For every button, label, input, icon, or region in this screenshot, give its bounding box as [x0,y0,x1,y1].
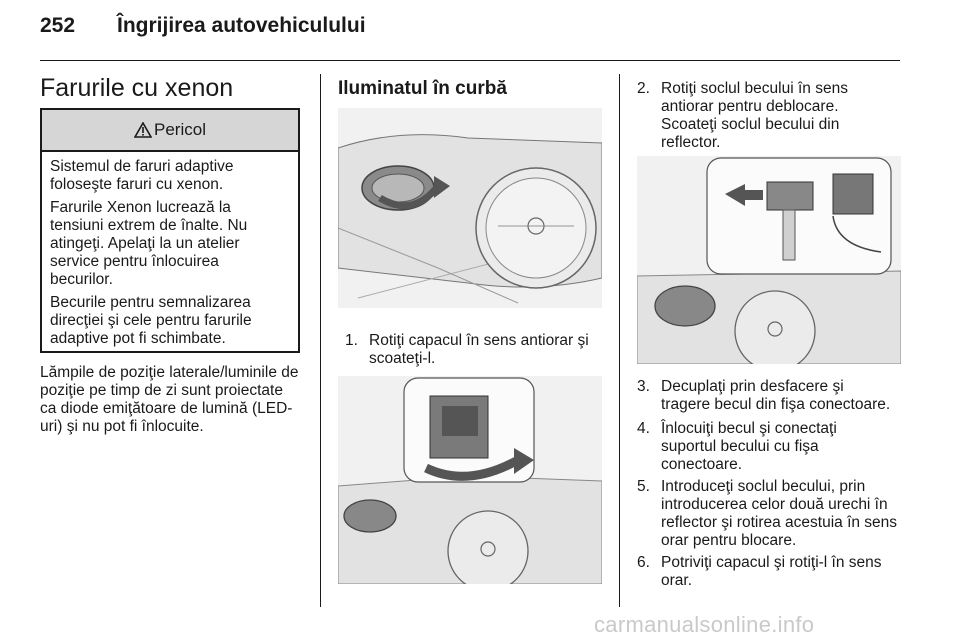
chapter-title: Îngrijirea autovehiculului [117,14,366,37]
step-2-text: Rotiţi soclul becului în sens antiorar pentru deblocare. Scoateţi soclul becului din reflector. [661,80,848,151]
bulb-removal-illustration [637,156,901,364]
step-2 [637,80,907,154]
headlamp-cover-illustration [338,108,602,308]
step-6-text: Potriviţi capacul şi rotiţi-l în sens orar. [661,554,882,589]
section-title: Farurile cu xenon [40,74,234,102]
step-1-number: 1. [345,332,358,349]
watermark: carmanualsonline.info [594,612,815,637]
step-3-text: Decuplaţi prin desfacere şi tragere becul din fişa conectoare. [661,378,891,413]
step-5-text: Introduceţi soclul becului, prin introducerea celor două urechi în reflector şi rotirea acestuia în sens orar pentru blocare. [661,478,898,549]
step-3 [637,378,907,418]
danger-box [40,108,300,353]
danger-title: Pericol [154,120,206,139]
step-4-number: 4. [637,420,650,437]
step-2-number: 2. [637,80,650,97]
warning-triangle-icon [134,122,152,138]
danger-header [42,110,298,152]
danger-body [42,152,298,348]
step-4 [637,420,907,476]
step-1-text: Rotiţi capacul în sens antiorar şi scoateţi-l. [369,332,589,367]
step-4-text: Înlocuiţi becul şi conectaţi suportul becului cu fişa conectoare. [661,420,837,473]
step-1 [345,332,615,372]
danger-paragraph-1: Sistemul de faruri adaptive foloseşte faruri cu xenon. [50,158,234,193]
danger-paragraph-3: Becurile pentru semnalizarea direcţiei şi cele pentru farurile adaptive pot fi schimbate. [50,294,252,347]
danger-paragraph-2: Farurile Xenon lucrează la tensiuni extrem de înalte. Nu atingeţi. Apelaţi la un atelier service pentru înlocuirea becurilor. [50,199,248,288]
column-divider-1 [320,74,321,607]
header-rule [40,60,900,61]
cornering-light-title: Iluminatul în curbă [338,78,507,99]
step-5-number: 5. [637,478,650,495]
step-3-number: 3. [637,378,650,395]
step-6 [637,554,907,594]
column-divider-2 [619,74,620,607]
step-6-number: 6. [637,554,650,571]
page-number: 252 [40,14,76,37]
step-5 [637,478,907,552]
led-paragraph: Lămpile de poziţie laterale/luminile de poziţie pe timp de zi sunt proiectate ca diode emiţătoare de lumină (LED- uri) şi nu pot fi înlocuite. [40,364,299,435]
bulb-socket-illustration [338,376,602,584]
